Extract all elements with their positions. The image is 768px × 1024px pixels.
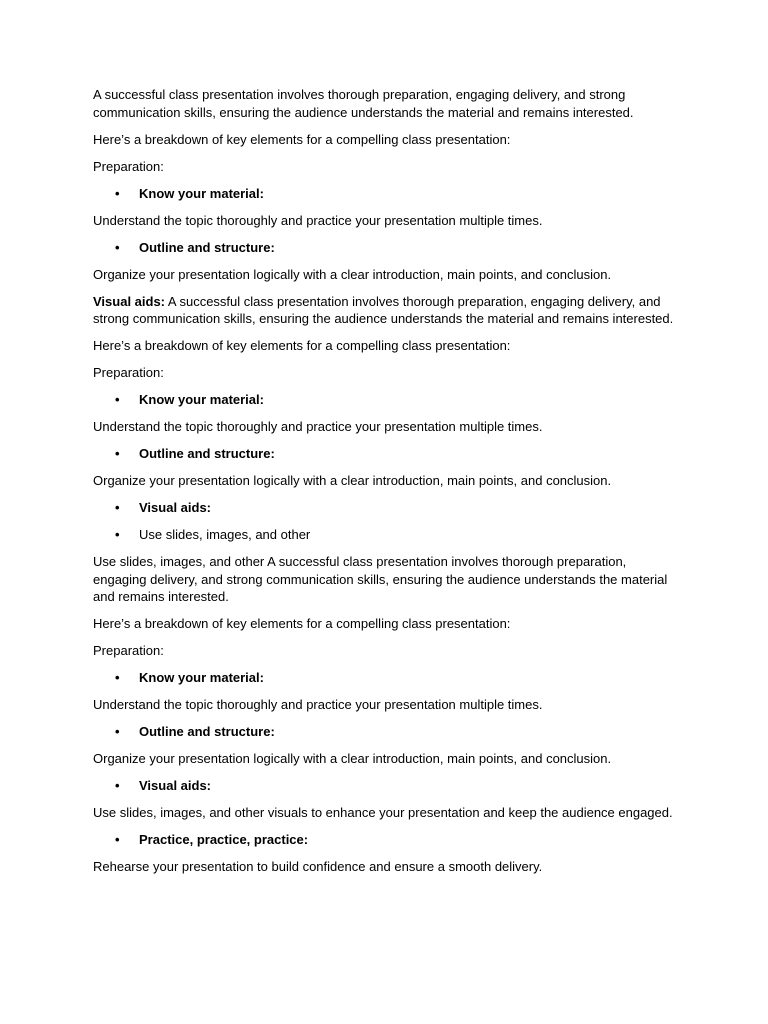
bullet-item-outline-structure bbox=[93, 239, 678, 257]
preparation-heading: Preparation: bbox=[93, 158, 164, 174]
visuals-paragraph: Use slides, images, and other visuals to enhance your presentation and keep the audience engaged. bbox=[93, 805, 673, 820]
organize-paragraph: Organize your presentation logically with a clear introduction, main points, and conclusion. bbox=[93, 473, 612, 488]
bullet-label: Know your material: bbox=[139, 185, 264, 201]
preparation-heading: Preparation: bbox=[93, 643, 164, 658]
understand-paragraph: Understand the topic thoroughly and practice your presentation multiple times. bbox=[93, 697, 543, 712]
breakdown-paragraph: Here’s a breakdown of key elements for a compelling class presentation: bbox=[93, 338, 511, 353]
bullet-label: Know your material: bbox=[139, 670, 264, 685]
bullet-label: Use slides, images, and other bbox=[139, 527, 311, 542]
document-page bbox=[93, 86, 678, 885]
bullet-item-visual-aids bbox=[93, 777, 678, 795]
bullet-icon: • bbox=[115, 670, 120, 685]
bullet-item-visual-aids bbox=[93, 499, 678, 517]
bullet-icon: • bbox=[115, 724, 120, 739]
preparation-heading: Preparation: bbox=[93, 365, 164, 380]
understand-paragraph: Understand the topic thoroughly and practice your presentation multiple times. bbox=[93, 212, 543, 228]
breakdown-paragraph: Here’s a breakdown of key elements for a compelling class presentation: bbox=[93, 616, 511, 631]
bullet-item-outline-structure bbox=[93, 723, 678, 741]
bullet-icon: • bbox=[115, 185, 120, 201]
bullet-item-practice bbox=[93, 831, 678, 849]
bullet-item-know-material bbox=[93, 669, 678, 687]
bullet-item-know-material bbox=[93, 391, 678, 409]
breakdown-paragraph: Here’s a breakdown of key elements for a compelling class presentation: bbox=[93, 131, 511, 147]
bullet-label: Outline and structure: bbox=[139, 724, 275, 739]
slides-paragraph: Use slides, images, and other A successful class presentation involves thorough preparation, engaging delivery, and strong communication skills, ensuring the audience understands the material and remains interested. bbox=[93, 554, 668, 604]
visual-aids-label: Visual aids: bbox=[93, 293, 166, 309]
bullet-icon: • bbox=[115, 527, 120, 542]
bullet-icon: • bbox=[115, 778, 120, 793]
bullet-label: Practice, practice, practice: bbox=[139, 832, 309, 847]
bullet-label: Visual aids: bbox=[139, 778, 212, 793]
visual-aids-text: A successful class presentation involves thorough preparation, engaging delivery, and strong communication skills, ensuring the audience understands the material and remains interested. bbox=[93, 293, 674, 326]
bullet-label: Know your material: bbox=[139, 392, 264, 407]
bullet-icon: • bbox=[115, 446, 120, 461]
visual-aids-paragraph bbox=[93, 293, 678, 328]
bullet-label: Visual aids: bbox=[139, 500, 212, 515]
bullet-item-know-material bbox=[93, 185, 678, 203]
bullet-item-outline-structure bbox=[93, 445, 678, 463]
understand-paragraph: Understand the topic thoroughly and practice your presentation multiple times. bbox=[93, 419, 543, 434]
rehearse-paragraph: Rehearse your presentation to build confidence and ensure a smooth delivery. bbox=[93, 859, 543, 874]
organize-paragraph: Organize your presentation logically with a clear introduction, main points, and conclusion. bbox=[93, 751, 612, 766]
bullet-icon: • bbox=[115, 832, 120, 847]
intro-paragraph: A successful class presentation involves thorough preparation, engaging delivery, and strong communication skills, ensuring the audience understands the material and remains interested. bbox=[93, 87, 634, 120]
bullet-icon: • bbox=[115, 500, 120, 515]
bullet-icon: • bbox=[115, 239, 120, 255]
bullet-item-slides bbox=[93, 526, 678, 544]
bullet-icon: • bbox=[115, 392, 120, 407]
organize-paragraph: Organize your presentation logically with a clear introduction, main points, and conclusion. bbox=[93, 266, 612, 282]
bullet-label: Outline and structure: bbox=[139, 239, 275, 255]
bullet-label: Outline and structure: bbox=[139, 446, 275, 461]
